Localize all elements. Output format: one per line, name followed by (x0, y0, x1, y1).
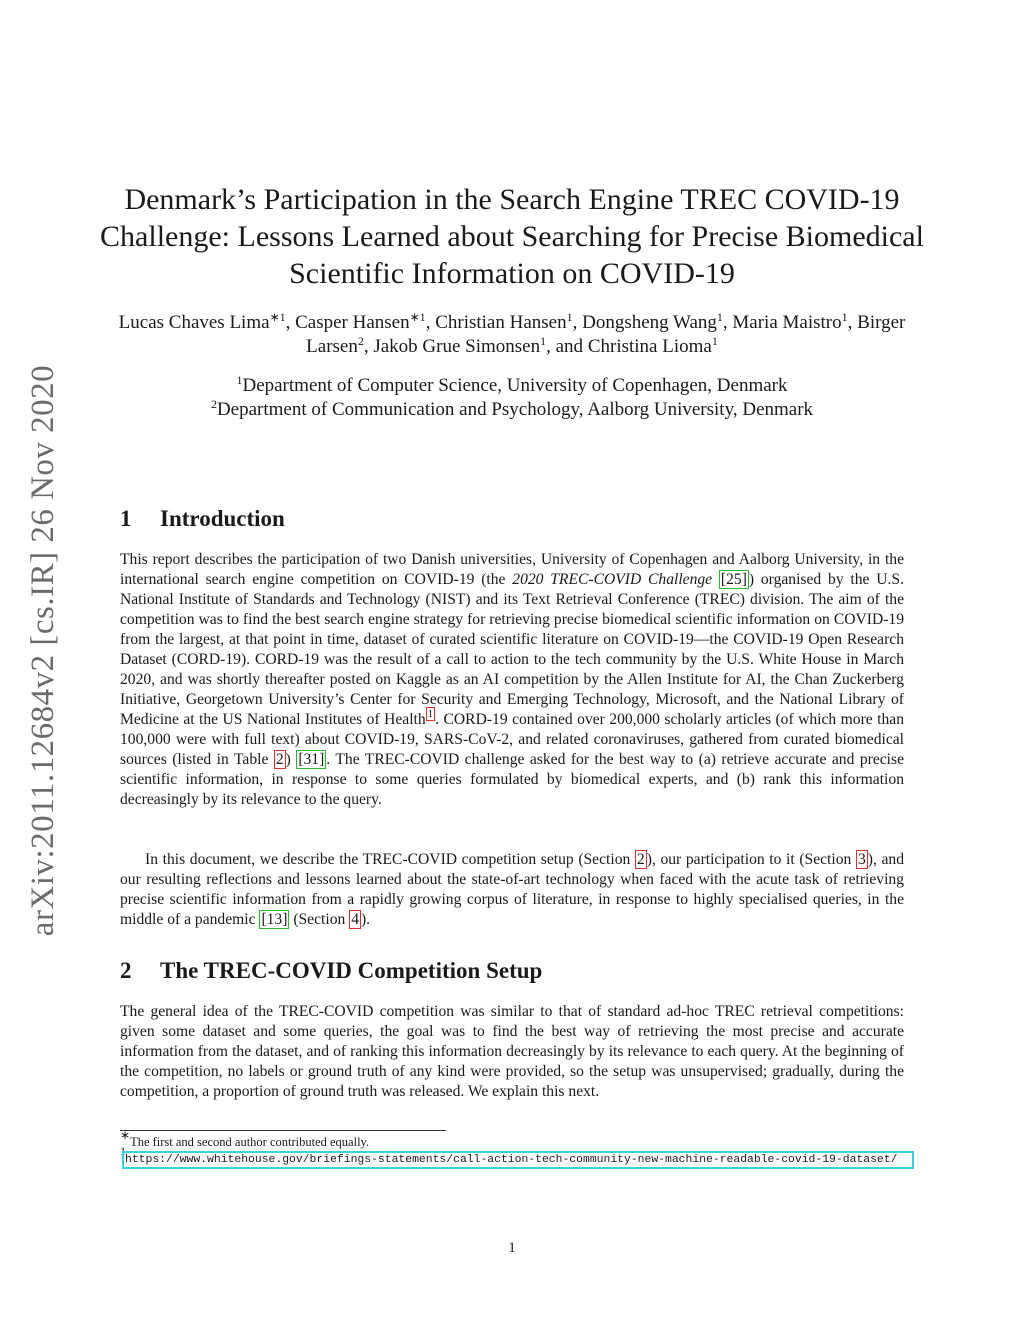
section-heading-introduction: 1 Introduction (120, 506, 285, 531)
affiliations (100, 374, 924, 422)
footnote-link[interactable]: 1 (427, 708, 434, 720)
paper-title: Denmark’s Participation in the Search Engine TREC COVID-19 Challenge: Lessons Learned about Searching for Precise Biomedical Scientific Information on COVID-19 (100, 183, 924, 290)
author: Christian Hansen$^1$, (435, 310, 583, 333)
arxiv-identifier-text: arXiv:2011.12684v2 [cs.IR] 26 Nov 2020 (25, 364, 62, 936)
footnote-url: $^1$https://www.whitehouse.gov/briefings-statements/call-action-tech-community-new-machine-readable-covid-19-dataset/ (120, 1150, 920, 1169)
author: Lucas Chaves Lima$^{∗1}$, (118, 310, 296, 333)
section-heading-setup: 2 The TREC-COVID Competition Setup (120, 958, 543, 983)
citation-link[interactable]: [31] (298, 751, 325, 768)
citation-link[interactable]: [25] (720, 571, 747, 588)
table-reference-link[interactable]: 2 (275, 751, 284, 768)
author: Casper Hansen$^{∗1}$, (295, 310, 436, 333)
affiliation: $^2$Department of Communication and Psychology, Aalborg University, Denmark (210, 397, 814, 420)
author: Christina Lioma$^1$ (587, 334, 718, 357)
arxiv-identifier (22, 360, 66, 940)
intro-paragraph-2: In this document, we describe the TREC-COVID competition setup (Section 2 ), our participation to it (Section 3 ), and our resulting reflections and lessons learned about the state-of-art technology when faced with the acute task of retrieving precise scientific information from a rapidly growing corpus of literature, in response to highly specialised queries, in the middle of a pandemic [13] (Section 4 ). (120, 851, 904, 928)
footnote-url-link[interactable]: https://www.whitehouse.gov/briefings-statements/call-action-tech-community-new-machine-readable-covid-19-dataset/ (122, 1151, 914, 1169)
footnote-rule (120, 1130, 446, 1131)
footnote: ∗The first and second author contributed equally. (120, 1128, 370, 1149)
section-reference-link[interactable]: 2 (636, 851, 645, 868)
section-reference-link[interactable]: 3 (857, 851, 866, 868)
author-list (100, 311, 924, 359)
author: Jakob Grue Simonsen$^1$, and (373, 334, 588, 357)
author: Maria Maistro$^1$, (732, 310, 858, 333)
citation-link[interactable]: [13] (261, 911, 288, 928)
intro-paragraph-1: This report describes the participation of two Danish universities, University of Copenhagen and Aalborg University, in the international search engine competition on COVID-19 (the 2020 TREC-COVID Challenge [25] ) organised by the U.S. National Institute of Standards and Technology (NIST) and its Text Retrieval Conference (TREC) division. The aim of the competition was to find the best search engine strategy for retrieving precise biomedical scientific information on COVID-19 from the largest, at that point in time, dataset of curated scientific literature on COVID-19—the COVID-19 Open Research Dataset (CORD-19). CORD-19 was the result of a call to action to the tech community by the U.S. White House in March 2020, and was shortly thereafter posted on Kaggle as an AI competition by the Allen Institute for AI, the Chan Zuckerberg Initiative, Georgetown University’s Center for Security and Emerging Technology, Microsoft, and the National Library of Medicine at the US National Institutes of Health $^1$ . CORD-19 contained over 200,000 scholarly articles (of which more than 100,000 were with full text) about COVID-19, SARS-CoV-2, and related coronaviruses, gathered from curated biomedical sources (listed in Table 2 ) [31] . The TREC-COVID challenge asked for the best way to (a) retrieve accurate and precise scientific information, in response to some queries formulated by biomedical experts, and (b) rank this information decreasingly by its relevance to the query. (120, 551, 904, 808)
affiliation: $^1$Department of Computer Science, University of Copenhagen, Denmark (236, 373, 788, 396)
section-reference-link[interactable]: 4 (351, 911, 359, 928)
setup-paragraph-1: The general idea of the TREC-COVID competition was similar to that of standard ad-hoc TREC retrieval competitions: given some dataset and some queries, the goal was to find the best way of retrieving the most precise and accurate information from the dataset, and of ranking this information decreasingly by its relevance to each query. At the beginning of the competition, no labels or ground truth of any kind were provided, so the setup was unsupervised; gradually, during the competition, a proportion of ground truth was released. We explain this next. (120, 1003, 904, 1100)
author: Dongsheng Wang$^1$, (582, 310, 733, 333)
author: Birger Larsen$^2$, (306, 312, 906, 357)
page-number: 1 (508, 1240, 516, 1256)
